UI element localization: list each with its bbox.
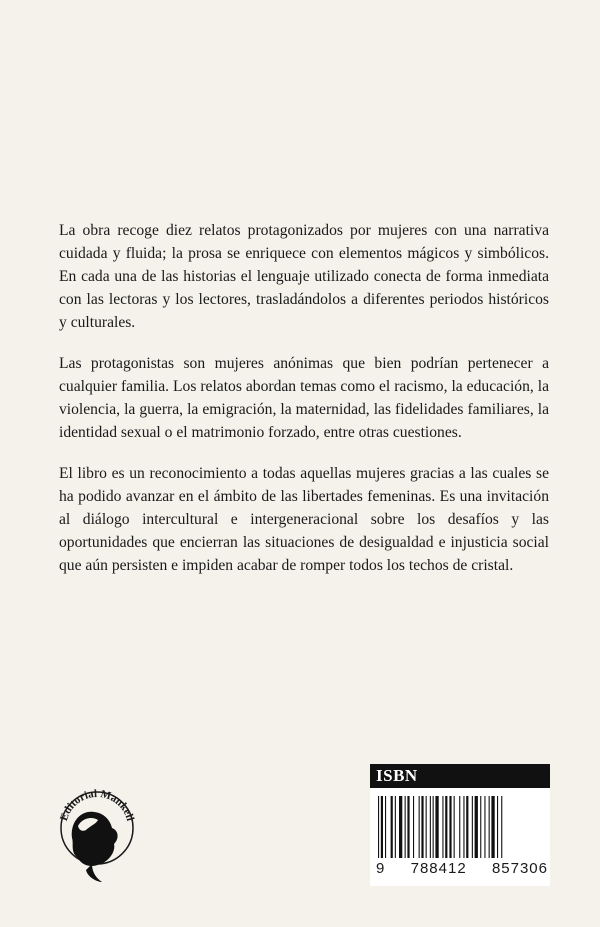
barcode-bar [497, 796, 498, 858]
barcode-bar [435, 796, 438, 858]
barcode-bar [491, 796, 494, 858]
blurb-paragraph-2: Las protagonistas son mujeres anónimas que bien podrían pertenecer a cualquier familia. Los relatos abordan temas como el racismo, la educación, la violencia, la guerra, la emigración, la maternidad, las fidelidades familiares, la identidad sexual o el matrimonio forzado, entre otras cuestiones. [59, 355, 549, 441]
blurb-paragraph-1: La obra recoge diez relatos protagonizados por mujeres con una narrativa cuidada y fluida; la prosa se enriquece con elementos mágicos y simbólicos. En cada una de las historias el lenguaje utilizado conecta de forma inmediata con las lectoras y los lectores, trasladándolos a diferentes periodos históricos y culturales. [59, 222, 549, 331]
barcode-bar [395, 796, 396, 858]
barcode-bar [449, 796, 451, 858]
isbn-label: ISBN [370, 764, 550, 788]
isbn-digit-first: 9 [376, 860, 386, 877]
barcode-bar [466, 796, 468, 858]
barcode-bar [475, 796, 478, 858]
barcode-bar [459, 796, 460, 858]
isbn-barcode-block [370, 764, 550, 886]
barcode-bar [419, 796, 420, 858]
isbn-digits [376, 860, 548, 877]
barcode-bar [454, 796, 455, 858]
barcode-bar [489, 796, 490, 858]
barcode-bar [501, 796, 502, 858]
barcode-bar [426, 796, 427, 858]
isbn-digit-group-2: 857306 [491, 860, 548, 877]
blurb-paragraph-3: El libro es un reconocimiento a todas aquellas mujeres gracias a las cuales se ha podido avanzar en el ámbito de las libertades femeninas. Es una invitación al diálogo intercultural e intergeneracional sobre los desafíos y las oportunidades que encierran las situaciones de desigualdad e injusticia social que aún persisten e impiden acabar de romper todos los techos de cristal. [59, 465, 549, 574]
barcode-bar [407, 796, 409, 858]
publisher-logo-icon [52, 778, 142, 888]
barcode-bar [391, 796, 393, 858]
barcode-bar [430, 796, 431, 858]
barcode-bar [480, 796, 481, 858]
barcode-bar [472, 796, 473, 858]
isbn-digit-group-1: 788412 [410, 860, 467, 877]
barcode-icon [378, 796, 544, 858]
barcode-bar [378, 796, 379, 858]
barcode-bar [405, 796, 406, 858]
barcode-bar [421, 796, 423, 858]
barcode-bar [463, 796, 464, 858]
barcode-bar [399, 796, 402, 858]
barcode-bar [484, 796, 485, 858]
barcode-bar [385, 796, 386, 858]
publisher-logo-text: Editorial Mankell [57, 787, 137, 823]
barcode-bar [381, 796, 383, 858]
barcode-bar [433, 796, 434, 858]
barcode-bar [445, 796, 447, 858]
back-cover-blurb [59, 219, 549, 595]
barcode-bar [413, 796, 414, 858]
barcode-bar [442, 796, 443, 858]
